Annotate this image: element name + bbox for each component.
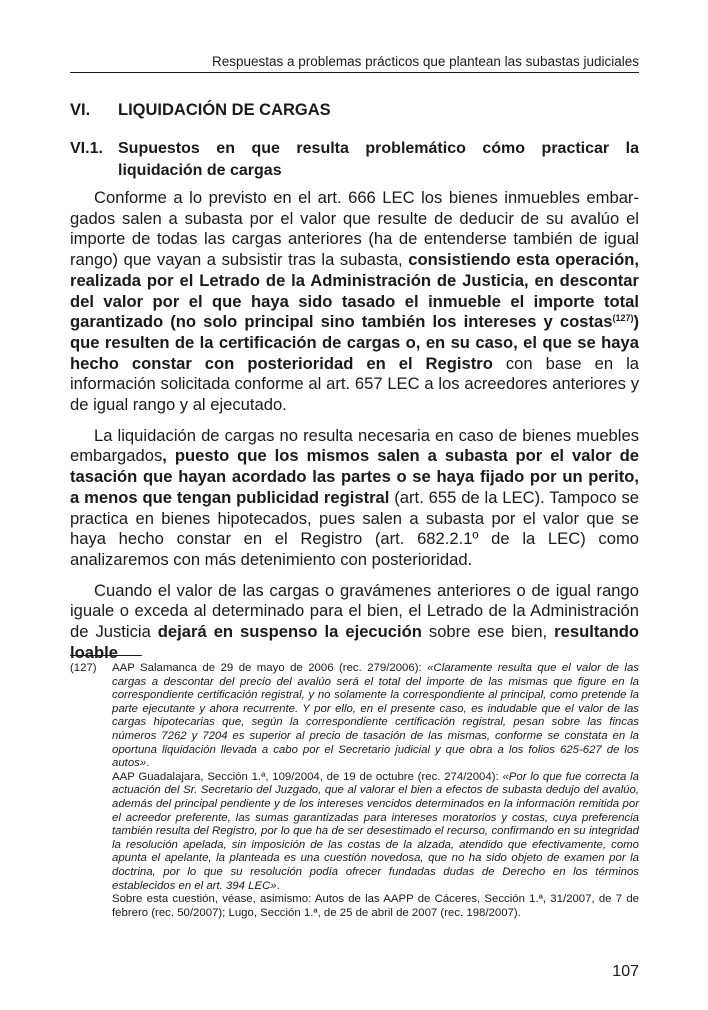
footnote-quote-1: «Claramente resulta que el valor de las cargas a descontar del precio del avalúo será el total del importe de las mismas que figure en la correspondiente certificación registral, y no solamente la correspondiente al principal, como pretende la parte ejecutante y ahora recurrente. Y por ello, en el presente caso, es indudable que el valor de las cargas hipotecarias que, según la correspondiente certificación registral, pesan sobre las fincas números 7262 y 7204 es superior al precio de tasación de las mismas, conforme se constata en la oportuna liquidación llevada a cabo por el Secretario judicial y que obra a los folios 625-627 de los autos» <box>112 662 639 770</box>
page-number: 107 <box>612 963 639 980</box>
paragraph-2-bold-1: , puesto que los mismos salen a subasta por el valor de tasación que hayan acordado las partes o se haya fijado por un perito, a menos que tengan publicidad registral <box>70 446 639 507</box>
footnote-divider <box>70 655 142 656</box>
paragraph-1-bold-1: consistiendo esta operación, realizada por el Letrado de la Administración de Justicia, en descontar del valor por el que haya sido tasado el inmueble el importe total garantizado (no solo principal sino también los intereses y costas <box>70 250 639 332</box>
footnote-end-1: . <box>146 757 150 770</box>
paragraph-2-text-1: La liquidación de cargas no resulta necesaria en caso de bienes muebles embargados <box>70 425 639 466</box>
paragraph-1-text-1: Conforme a lo previsto en el art. 666 LEC los bienes inmuebles embargados salen a subasta por el valor que resulte de deducir de su avalúo el importe de todas las cargas anteriores (ha de entenderse también de igual rango) que vayan a subsistir tras la subasta, <box>70 188 639 270</box>
paragraph-2 <box>70 426 639 571</box>
section-title: LIQUIDACIÓN DE CARGAS <box>118 101 331 119</box>
subsection-heading <box>70 138 639 182</box>
running-header: Respuestas a problemas prácticos que plantean las subastas judiciales <box>70 54 639 73</box>
paragraph-3 <box>70 581 639 664</box>
footnote-127 <box>70 662 639 920</box>
footnote-quote-2: «Por lo que fue correcta la actuación del Sr. Secretario del Juzgado, que al valorar el bien a efectos de subasta dedujo del avalúo, además del principal pendiente y de los intereses vencidos determinados en la información remitida por el acreedor preferente, las sumas garantizadas para intereses moratorios y costas, cuya preferencia también resulta del Registro, por lo que ha de ser desestimado el recurso, confirmando en su integridad la resolución apelada, sin imposición de las costas de la alzada, atendido que efectivamente, como apunta el apelante, la planteada es una cuestión novedosa, que no ha sido objeto de examen por la doctrina, por lo que su resolución podía ofrecer fundadas dudas de Derecho en los términos establecidos en el art. 394 LEC» <box>112 770 640 892</box>
footnote-number: (127) <box>70 662 97 674</box>
footnote-body <box>112 662 639 920</box>
footnote-citation-2: AAP Guadalajara, Sección 1.ª, 109/2004, de 19 de octubre (rec. 274/2004): <box>112 770 503 783</box>
footnote-paragraph-2 <box>112 771 639 893</box>
paragraph-3-bold-2: resultando loable <box>70 622 639 662</box>
main-content <box>70 101 639 673</box>
footnote-paragraph-1 <box>112 662 639 771</box>
footnote-citation-1: AAP Salamanca de 29 de mayo de 2006 (rec. 279/2006): <box>112 662 428 674</box>
section-number: VI. <box>70 101 91 119</box>
subsection-number: VI.1. <box>70 140 103 157</box>
section-heading <box>70 101 639 120</box>
paragraph-1 <box>70 188 639 416</box>
subsection-title: Supuestos en que resulta problemático cómo practicar la liquidación de cargas <box>118 140 639 179</box>
footnote-end-2: . <box>276 879 280 892</box>
footnote-paragraph-3: Sobre esta cuestión, véase, asimismo: Autos de las AAPP de Cáceres, Sección 1.ª, 31/2007, de 7 de febrero (rec. 50/2007); Lugo, Sección 1.ª, de 25 de abril de 2007 (rec. 198/2007). <box>112 893 639 919</box>
paragraph-1-text-2: con base en la información solicitada conforme al art. 657 LEC a los acreedores anteriores y de igual rango y al ejecutado. <box>70 353 639 415</box>
paragraph-3-bold-1: dejará en suspenso la ejecución <box>157 622 422 642</box>
footnote-reference-127[interactable]: (127) <box>612 313 634 324</box>
paragraph-3-text-2: sobre ese bien, <box>421 622 555 642</box>
paragraph-2-text-2: (art. 655 de la LEC). Tampoco se practica en bienes hipotecados, pues salen a subasta por el valor que se haya hecho constar en el Registro (art. 682.2.1º de la LEC) como analizaremos con más detenimiento con posterioridad. <box>70 487 640 569</box>
paragraph-1-bold-2: ) que resulten de la certificación de cargas o, en su caso, el que se haya hecho constar con posterioridad en el Registro <box>70 312 639 373</box>
paragraph-3-text-1: Cuando el valor de las cargas o gravámenes anteriores o de igual rango iguale o exceda al determinado para el bien, el Letrado de la Administración de Justicia <box>70 580 639 642</box>
